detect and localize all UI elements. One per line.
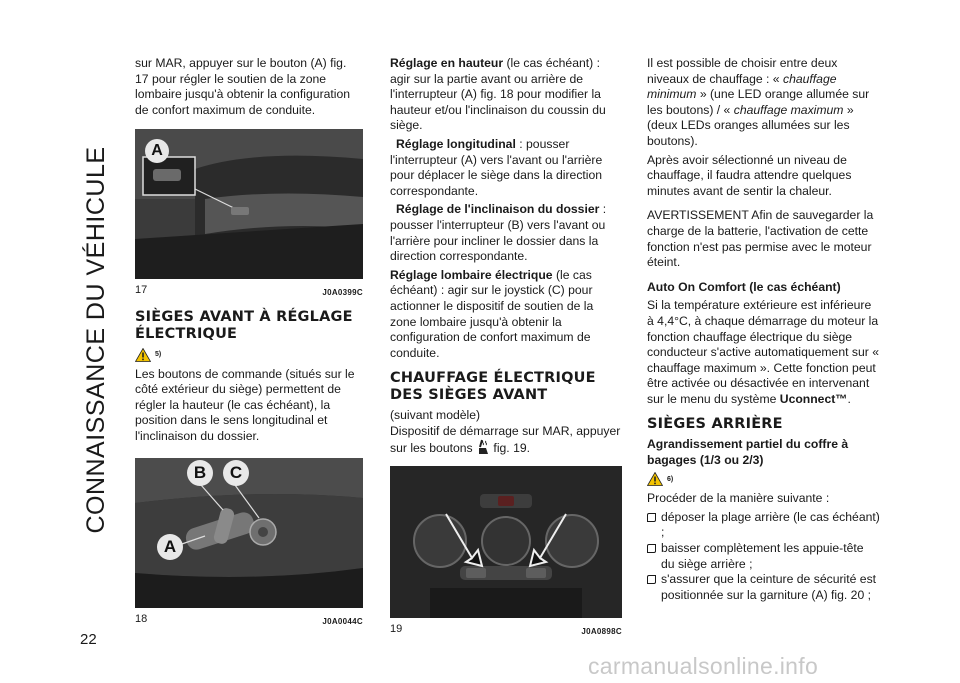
- trunk-extension-subheading: Agrandissement partiel du coffre à bagages (1/3 ou 2/3): [647, 437, 849, 468]
- heating-levels-text-2: » (une LED orange allumée sur les boutons) / «: [647, 87, 870, 117]
- figure-19-photo: [390, 466, 622, 618]
- heating-level-min: chauffage minimum: [647, 71, 837, 102]
- warning-ref-number: 5): [155, 350, 162, 358]
- figure-19-caption: [390, 622, 622, 640]
- warning-reference-6: [647, 472, 880, 488]
- figure-18-caption: [135, 612, 363, 630]
- seat-heating-text: Dispositif de démarrage sur MAR, appuyer sur les boutons: [390, 423, 621, 456]
- chapter-side-title: CONNAISSANCE DU VÉHICULE: [82, 146, 110, 534]
- figure-17-number: 17: [135, 284, 148, 297]
- figure-18-code: J0A0044C: [322, 616, 363, 626]
- lumbar-adjust-paragraph: [390, 268, 622, 362]
- figure-18-label-a: A: [157, 534, 183, 560]
- warning-ref-number: 6): [667, 475, 674, 483]
- auto-on-comfort-paragraph: [647, 298, 880, 407]
- seat-heating-fig-ref: fig. 19.: [490, 441, 531, 456]
- seat-heating-subheading: (suivant modèle): [390, 408, 481, 423]
- warning-hand-icon: [647, 472, 663, 486]
- procedure-step-2-text: baisser complètement les appuie-tête du siège arrière ;: [661, 541, 864, 571]
- page-number: 22: [80, 631, 97, 648]
- procedure-step-2: [647, 541, 880, 572]
- watermark: carmanualsonline.info: [588, 653, 819, 679]
- column-1: [135, 56, 363, 637]
- section-heading-rear-seats: SIÈGES ARRIÈRE: [647, 416, 783, 433]
- section-heading-seat-heating: CHAUFFAGE ÉLECTRIQUE DES SIÈGES AVANT: [390, 370, 596, 404]
- procedure-step-1-text: déposer la plage arrière (le cas échéant) ;: [661, 509, 880, 540]
- backrest-adjust-term: Réglage de l'inclinaison du dossier: [396, 202, 600, 217]
- procedure-intro: Procéder de la manière suivante :: [647, 491, 830, 506]
- height-adjust-text: (le cas échéant) : agir sur la partie avant ou arrière de l'interrupteur (A) fig. 18 pour modifier la hauteur et/ou l'inclinaison du coussin du siège.: [390, 56, 606, 133]
- longitudinal-adjust-paragraph: [390, 137, 622, 199]
- procedure-step-3-text: s'assurer que la ceinture de sécurité est positionnée sur la garniture (A) fig. 20 ;: [661, 572, 877, 602]
- figure-17-photo: [135, 129, 363, 279]
- figure-17-code: J0A0399C: [322, 288, 363, 298]
- heating-level-max: chauffage maximum: [733, 102, 844, 117]
- bullet-box-icon: [647, 513, 656, 522]
- heating-levels-text-3: » (deux LEDs oranges allumées sur les boutons).: [647, 102, 854, 148]
- battery-warning-paragraph: AVERTISSEMENT Afin de sauvegarder la charge de la batterie, l'activation de cette fonction n'est pas permise avec le moteur éteint.: [647, 208, 874, 270]
- heating-levels-text-1: Il est possible de choisir entre deux niveaux de chauffage : «: [647, 56, 838, 86]
- warning-reference-5: [135, 347, 363, 363]
- seat-heater-icon: [476, 439, 490, 455]
- electric-seats-paragraph: Les boutons de commande (situés sur le côté extérieur du siège) permettent de régler la hauteur (le cas échéant), la position dans le sens longitudinal et l'inclinaison du dossier.: [135, 366, 355, 443]
- height-adjust-term: Réglage en hauteur: [390, 56, 504, 70]
- longitudinal-adjust-term: Réglage longitudinal: [396, 136, 516, 151]
- column-3: [647, 56, 880, 603]
- heating-levels-paragraph: [647, 56, 880, 150]
- intro-paragraph: sur MAR, appuyer sur le bouton (A) fig. 17 pour régler le soutien de la zone lombaire jusqu'à obtenir la configuration de confort maximum de conduite.: [135, 56, 351, 117]
- figure-18-label-c: C: [223, 460, 249, 486]
- backrest-adjust-paragraph: [390, 202, 622, 264]
- figure-18-label-b: B: [187, 460, 213, 486]
- longitudinal-adjust-text: : pousser l'interrupteur (A) vers l'avant ou l'arrière pour déplacer le siège dans la direction correspondante.: [390, 136, 603, 198]
- auto-on-comfort-subheading: Auto On Comfort (le cas échéant): [647, 279, 841, 294]
- seat-heating-paragraph: [390, 424, 622, 457]
- column-2: [390, 56, 622, 648]
- height-adjust-paragraph: [390, 56, 622, 134]
- lumbar-adjust-text: (le cas échéant) : agir sur le joystick (C) pour actionner le dispositif de soutien de la zone lombaire jusqu'à obtenir la configuration de confort maximum de conduite.: [390, 267, 594, 360]
- section-heading-electric-seats: SIÈGES AVANT À RÉGLAGE ÉLECTRIQUE: [135, 308, 353, 342]
- bullet-box-icon: [647, 544, 656, 553]
- heating-wait-paragraph: Après avoir sélectionné un niveau de chauffage, il faudra attendre quelques minutes avant de sentir la chaleur.: [647, 152, 852, 198]
- figure-17-caption: [135, 283, 363, 301]
- figure-18-photo: [135, 458, 363, 608]
- procedure-step-3: [647, 572, 880, 603]
- figure-19-code: J0A0898C: [581, 627, 622, 637]
- auto-on-comfort-end: .: [847, 391, 851, 406]
- backrest-adjust-text: : pousser l'interrupteur (B) vers l'avant ou l'arrière pour incliner le dossier dans la direction correspondante.: [390, 202, 607, 264]
- procedure-step-1: [647, 510, 880, 541]
- figure-17-label-a: A: [145, 139, 169, 163]
- auto-on-comfort-text: Si la température extérieure est inférieure à 4,4°C, à chaque démarrage du moteur la fonction chauffage électrique du siège conducteur s'active automatiquement sur « chauffage maximum ». Cette fonction peut être activée ou désactivée en intervenant sur le menu du système: [647, 298, 879, 406]
- figure-18-number: 18: [135, 612, 148, 625]
- uconnect-term: Uconnect™: [779, 391, 848, 406]
- lumbar-adjust-term: Réglage lombaire électrique: [390, 267, 553, 282]
- warning-hand-icon: [135, 348, 151, 362]
- bullet-box-icon: [647, 575, 656, 584]
- figure-19-number: 19: [390, 623, 403, 636]
